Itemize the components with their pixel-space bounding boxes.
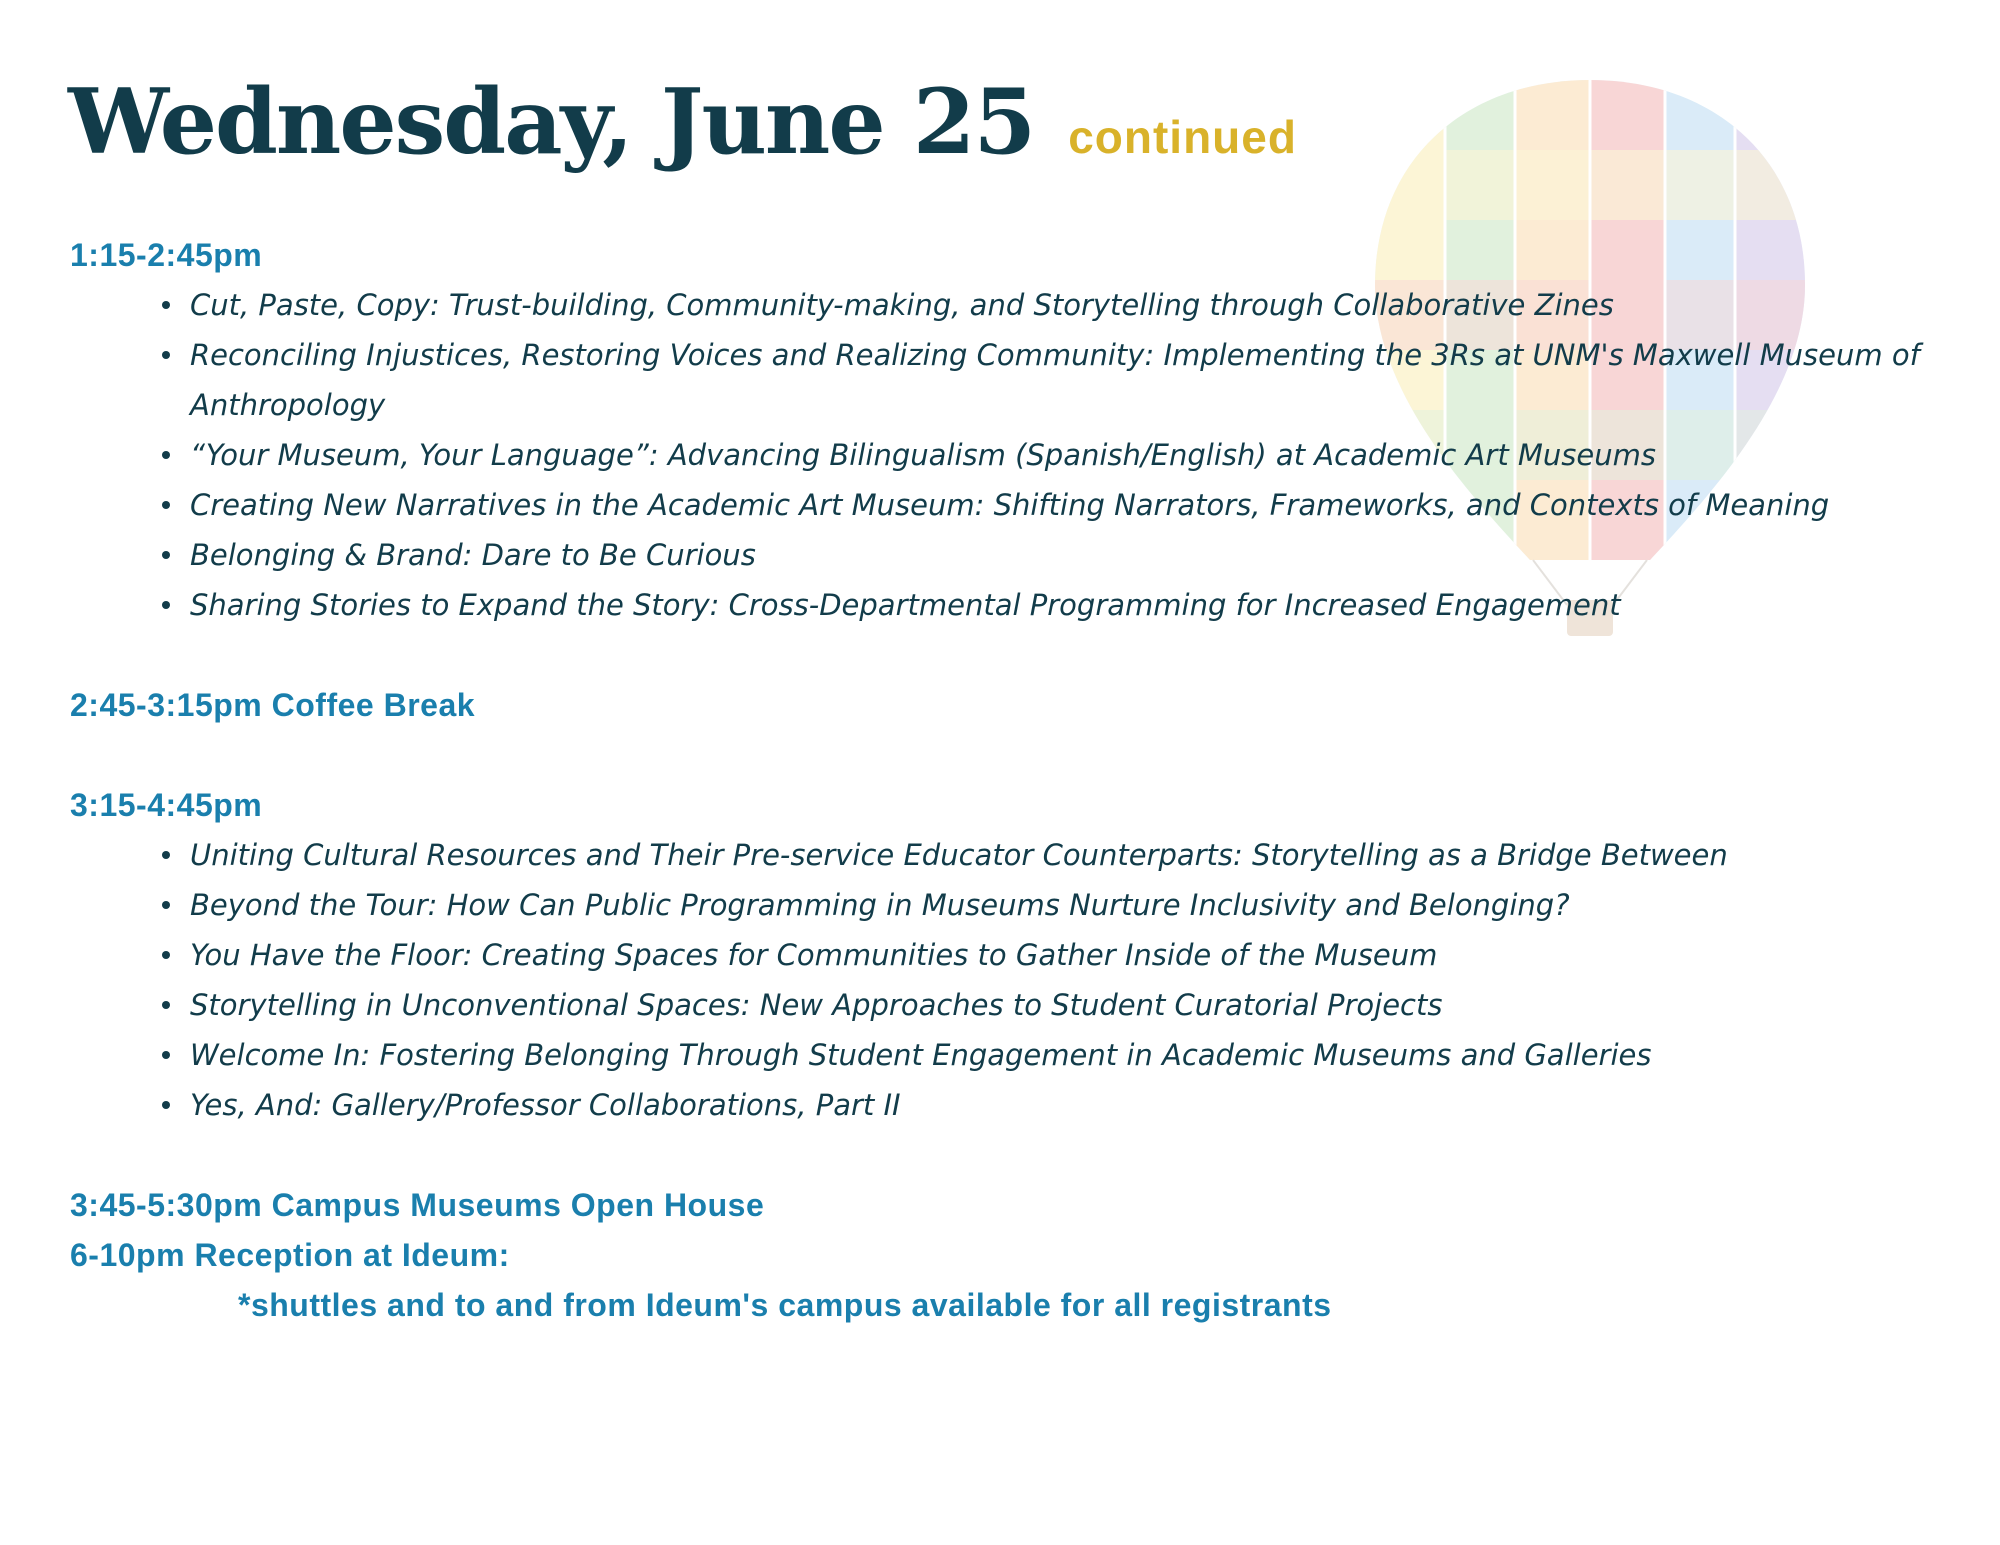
- bullet-icon: [162, 851, 170, 859]
- spacer: [70, 1130, 1950, 1180]
- session-list: [70, 830, 1950, 1130]
- session-item: [190, 530, 1980, 580]
- coffee-break-heading: 2:45-3:15pm Coffee Break: [70, 687, 476, 723]
- session-item: [190, 430, 1980, 480]
- spacer: [70, 630, 1950, 680]
- bullet-icon: [162, 551, 170, 559]
- bullet-icon: [162, 451, 170, 459]
- session-title: Cut, Paste, Copy: Trust-building, Community-making, and Storytelling through Collaborative Zines: [190, 288, 1614, 322]
- session-title: Yes, And: Gallery/Professor Collaborations, Part II: [190, 1088, 901, 1122]
- bullet-icon: [162, 951, 170, 959]
- session-item: [190, 930, 1980, 980]
- session-item: [190, 480, 1980, 530]
- bullet-icon: [162, 1101, 170, 1109]
- open-house-heading: 3:45-5:30pm Campus Museums Open House: [70, 1187, 765, 1223]
- session-title: Storytelling in Unconventional Spaces: New Approaches to Student Curatorial Projects: [190, 988, 1443, 1022]
- session-item: [190, 1030, 1980, 1080]
- session-title: Sharing Stories to Expand the Story: Cross-Departmental Programming for Increased Engagement: [190, 588, 1621, 622]
- bullet-icon: [162, 1051, 170, 1059]
- session-title: Creating New Narratives in the Academic Art Museum: Shifting Narrators, Frameworks, and Contexts of Meaning: [190, 488, 1830, 522]
- bullet-icon: [162, 351, 170, 359]
- spacer: [70, 730, 1950, 780]
- time-slot-heading: 1:15-2:45pm: [70, 237, 263, 273]
- session-item: [190, 830, 1980, 880]
- session-title: Beyond the Tour: How Can Public Programming in Museums Nurture Inclusivity and Belonging?: [190, 888, 1570, 922]
- time-block: [70, 230, 1950, 630]
- session-item: [190, 1080, 1980, 1130]
- page-header: [68, 68, 1297, 176]
- schedule: [70, 230, 1950, 1330]
- page-title: Wednesday, June 25: [68, 69, 1035, 175]
- session-item: [190, 280, 1980, 330]
- session-item: [190, 580, 1980, 630]
- session-item: [190, 980, 1980, 1030]
- session-title: You Have the Floor: Creating Spaces for Communities to Gather Inside of the Museum: [190, 938, 1438, 972]
- session-title: Welcome In: Fostering Belonging Through Student Engagement in Academic Museums and Galleries: [190, 1038, 1652, 1072]
- bullet-icon: [162, 901, 170, 909]
- session-title: Uniting Cultural Resources and Their Pre-service Educator Counterparts: Storytelling as a Bridge Between: [190, 838, 1728, 872]
- session-title: Belonging & Brand: Dare to Be Curious: [190, 538, 756, 572]
- shuttle-note: *shuttles and to and from Ideum's campus available for all registrants: [238, 1287, 1332, 1323]
- time-block: [70, 780, 1950, 1130]
- session-list: [70, 280, 1950, 630]
- bullet-icon: [162, 501, 170, 509]
- session-item: [190, 880, 1980, 930]
- bullet-icon: [162, 601, 170, 609]
- time-slot-heading: 3:15-4:45pm: [70, 787, 263, 823]
- session-item: [190, 330, 1980, 430]
- reception-heading: 6-10pm Reception at Ideum:: [70, 1237, 510, 1273]
- session-title: “Your Museum, Your Language”: Advancing Bilingualism (Spanish/English) at Academic Art Museums: [190, 438, 1657, 472]
- page-subtitle: continued: [1068, 111, 1297, 163]
- bullet-icon: [162, 301, 170, 309]
- bullet-icon: [162, 1001, 170, 1009]
- session-title: Reconciling Injustices, Restoring Voices and Realizing Community: Implementing the 3Rs at UNM's Maxwell Museum of Anthropology: [190, 338, 1920, 422]
